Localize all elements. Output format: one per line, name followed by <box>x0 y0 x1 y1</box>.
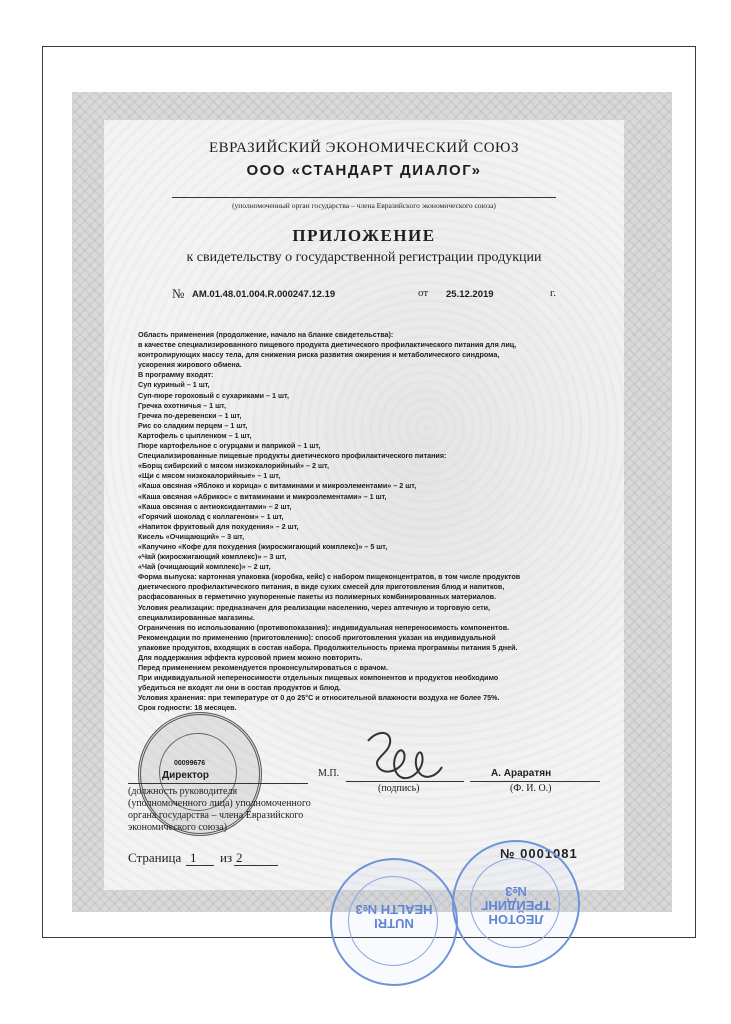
company-name: ООО «СТАНДАРТ ДИАЛОГ» <box>246 162 482 179</box>
date-prefix: от <box>418 287 429 299</box>
distributor-stamp <box>452 840 580 968</box>
form-serial-number: № 0001081 <box>500 846 578 861</box>
registration-date: 25.12.2019 <box>446 289 494 300</box>
body-line: диетического профилактического питания, в виде сухих смесей для приготовления блюд и напитков, <box>138 582 505 592</box>
body-line: Форма выпуска: картонная упаковка (коробка, кейс) с набором пищеконцентратов, в том числе продуктов <box>138 572 521 582</box>
body-line: Специализированные пищевые продукты диетического профилактического питания: <box>138 451 447 461</box>
organ-underline <box>172 197 556 198</box>
seal-number: 00099676 <box>174 760 206 767</box>
page-total-underline <box>234 865 278 866</box>
stamp-text: NUTRI HEALTH №3 <box>355 902 433 931</box>
body-line: Кисель «Очищающий» – 3 шт, <box>138 531 245 541</box>
number-sign: № <box>172 286 185 301</box>
body-text <box>138 330 588 714</box>
stamp-place-label: М.П. <box>318 768 340 779</box>
body-line: «Каша овсяная «Яблоко и корица» с витаминами и микроэлементами» – 2 шт, <box>138 481 417 491</box>
body-line: «Щи с мясом низкокалорийные» – 1 шт, <box>138 471 281 481</box>
body-line: Условия реализации: предназначен для реализации населению, через аптечную и торговую сети, <box>138 602 491 612</box>
body-line: расфасованных в герметично укупоренные пакеты из полимерных комбинированных материалов. <box>138 592 497 602</box>
body-line: убедиться не входят ли они в состав продуктов и блюд. <box>138 683 341 693</box>
page-of: из <box>220 850 233 865</box>
signer-name: А. Араратян <box>491 768 552 779</box>
body-line: упаковке продуктов, входящих в состав набора. Продолжительность приема программы питания 5 дней. <box>138 642 518 652</box>
body-line: Для поддержания эффекта курсовой прием можно повторить. <box>138 653 363 662</box>
body-line: «Каша овсяная «Абрикос» с витаминами и микроэлементами» – 1 шт, <box>138 491 387 501</box>
page-total: 2 <box>236 850 243 865</box>
document-title: ПРИЛОЖЕНИЕ <box>292 226 436 245</box>
distributor-stamp <box>330 858 458 986</box>
body-line: «Каша овсяная с антиоксидантами» – 2 шт, <box>138 501 292 511</box>
body-line: «Чай (жиросжигающий комплекс)» – 3 шт, <box>138 552 287 562</box>
position-caption: (уполномоченного лица) уполномоченного <box>128 798 311 809</box>
body-line: Перед применением рекомендуется проконсультироваться с врачом. <box>138 663 388 673</box>
signer-position: Директор <box>162 770 209 781</box>
body-line: в качестве специализированного пищевого продукта диетического профилактического питания для лиц, <box>138 340 517 350</box>
stamp-text: ЛЕОТОН ТРЕЙДИНГ №3 <box>481 884 551 927</box>
body-line: Срок годности: 18 месяцев. <box>138 703 237 713</box>
body-line: Ограничения по использованию (противопоказания): индивидуальная непереносимость компонентов. <box>138 622 510 632</box>
body-line: Картофель с цыпленком – 1 шт, <box>138 430 252 440</box>
union-name: ЕВРАЗИЙСКИЙ ЭКОНОМИЧЕСКИЙ СОЮЗ <box>209 140 519 156</box>
document-subtitle: к свидетельству о государственной регистрации продукции <box>186 250 542 265</box>
organ-caption: (уполномоченный орган государства – члена Евразийского экономического союза) <box>232 201 496 210</box>
body-line: «Борщ сибирский с мясом низкокалорийный» – 2 шт, <box>138 461 329 471</box>
year-suffix: г. <box>550 287 557 299</box>
body-line: Рекомендации по применению (приготовлению): способ приготовления указан на индивидуальной <box>138 632 496 642</box>
page-current: 1 <box>190 850 197 865</box>
page-label: Страница <box>128 850 182 865</box>
body-line: ускорения жирового обмена. <box>138 360 242 370</box>
body-line: специализированные магазины. <box>138 612 255 622</box>
body-line: Гречка охотничья – 1 шт, <box>138 400 227 410</box>
body-line: «Капучино «Кофе для похудения (жиросжигающий комплекс)» – 5 шт, <box>138 541 388 551</box>
position-caption: (должность руководителя <box>128 786 238 797</box>
body-line: Пюре картофельное с огурцами и паприкой – 1 шт, <box>138 441 321 451</box>
signature-caption: (подпись) <box>378 783 420 794</box>
body-line: «Напиток фруктовый для похудения» – 2 шт, <box>138 521 299 531</box>
body-line: Рис со сладким перцем – 1 шт, <box>138 420 248 430</box>
page-current-underline <box>186 865 214 866</box>
body-line: Суп-пюре гороховый с сухариками – 1 шт, <box>138 390 290 400</box>
body-line: контролирующих массу тела, для снижения риска развития ожирения и метаболического синдрома, <box>138 350 500 360</box>
body-line: «Горячий шоколад с коллагеном» – 1 шт, <box>138 511 284 521</box>
position-caption: органа государства – члена Евразийского <box>128 810 304 821</box>
body-line: Условия хранения: при температуре от 0 до 25°С и относительной влажности воздуха не более 75%. <box>138 693 500 703</box>
body-line: «Чай (очищающий комплекс)» – 2 шт, <box>138 562 271 572</box>
position-underline <box>128 783 308 784</box>
registration-number: AM.01.48.01.004.R.000247.12.19 <box>192 289 336 300</box>
signature-underline <box>346 781 464 782</box>
body-line: Область применения (продолжение, начало на бланке свидетельства): <box>138 330 394 339</box>
position-caption: экономического союза) <box>128 822 227 833</box>
body-line: Гречка по-деревенски – 1 шт, <box>138 410 242 420</box>
body-line: В программу входят: <box>138 370 214 380</box>
fio-caption: (Ф. И. О.) <box>510 783 552 794</box>
body-line: При индивидуальной непереносимости отдельных пищевых компонентов и продуктов необходимо <box>138 673 499 683</box>
body-line: Суп куриный – 1 шт, <box>138 380 210 390</box>
signer-underline <box>470 781 600 782</box>
